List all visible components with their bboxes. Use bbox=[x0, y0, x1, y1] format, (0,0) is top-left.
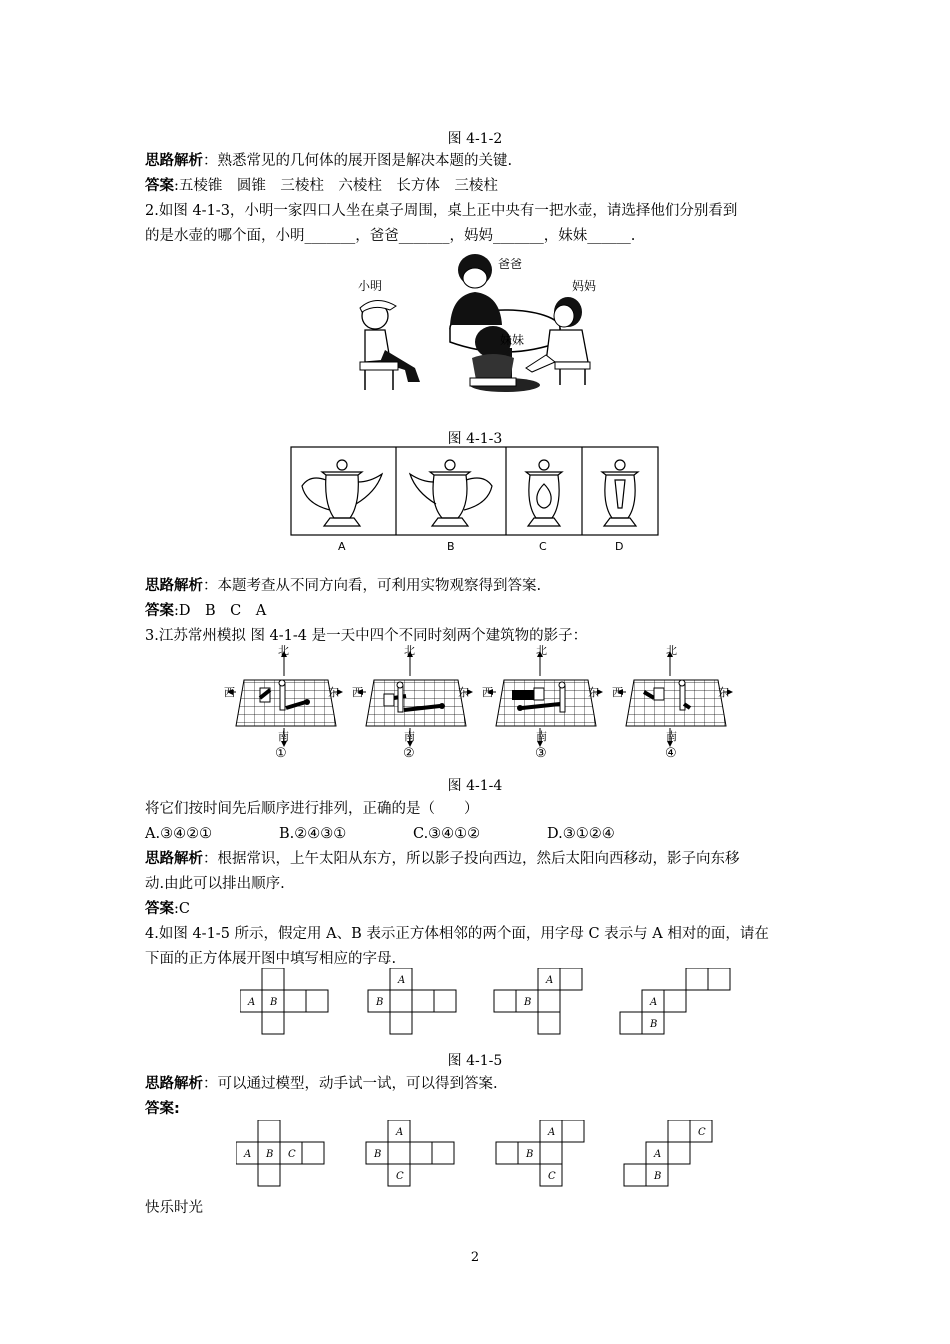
q4-answer bbox=[145, 1099, 180, 1119]
meimei-body bbox=[472, 354, 514, 380]
q2-question-line1: 2.如图 4-1-3，小明一家四口人坐在桌子周围，桌上正中央有一把水壶，请选择他们分别看到 bbox=[145, 203, 738, 219]
q2-question-line2: 的是水壶的哪个面，小明_______，爸爸_______，妈妈_______，妹妹______. bbox=[145, 228, 636, 244]
mama-stool bbox=[555, 362, 590, 369]
shadow-panels-svg bbox=[224, 642, 734, 764]
dir-west-2: 西 bbox=[352, 686, 363, 699]
dir-west-4: 西 bbox=[612, 686, 623, 699]
mama-body bbox=[546, 330, 588, 362]
label-xiaoming: 小明 bbox=[358, 279, 383, 293]
ans4-letter-b: B bbox=[654, 1171, 662, 1182]
ans3-letter-b: B bbox=[526, 1149, 534, 1160]
xiaoming-stool bbox=[360, 362, 398, 370]
figure-caption-4-1-4: 图 4-1-4 bbox=[447, 778, 503, 794]
q2-answer bbox=[145, 601, 266, 621]
teapot-label-d: D bbox=[615, 540, 624, 553]
section-title-happy-time: 快乐时光 bbox=[145, 1200, 203, 1216]
teapot-views-figure bbox=[290, 446, 660, 556]
panel-label-3: ③ bbox=[535, 746, 547, 761]
dir-west-3: 西 bbox=[482, 686, 493, 699]
figure-caption-4-1-3: 图 4-1-3 bbox=[447, 431, 503, 447]
meimei-stool bbox=[470, 378, 516, 386]
figure-caption-4-1-2: 图 4-1-2 bbox=[447, 131, 503, 147]
dir-north-3: 北 bbox=[536, 644, 547, 657]
analysis-text: ：可以通过模型，动手试一试，可以得到答案. bbox=[203, 1076, 498, 1092]
answer-colon: : bbox=[174, 1101, 180, 1117]
q3-answer bbox=[145, 899, 190, 919]
cube-nets-question bbox=[240, 968, 740, 1042]
net-q1-letter-a: A bbox=[248, 997, 256, 1008]
analysis-label: 思路解析 bbox=[145, 1076, 203, 1092]
q1-answer bbox=[145, 176, 498, 196]
family-table-illustration bbox=[350, 250, 610, 400]
dir-west-1: 西 bbox=[224, 686, 235, 699]
teapot-views-frame bbox=[291, 447, 658, 535]
ans4-letter-c: C bbox=[698, 1127, 706, 1138]
dir-south-3: 南 bbox=[536, 730, 547, 743]
dir-north-2: 北 bbox=[404, 644, 415, 657]
ans4-letter-a: A bbox=[654, 1149, 662, 1160]
net-q2-letter-b: B bbox=[376, 997, 384, 1008]
shadow-panel-2 bbox=[358, 652, 472, 746]
teapot-label-a: A bbox=[338, 540, 346, 553]
answer-text: :五棱锥 圆锥 三棱柱 六棱柱 长方体 三棱柱 bbox=[174, 178, 498, 194]
mama-face bbox=[554, 305, 574, 327]
ans1-letter-c: C bbox=[288, 1149, 296, 1160]
shadow-panels-figure bbox=[224, 642, 734, 764]
teapot-label-c: C bbox=[539, 540, 547, 553]
cube-nets-answer bbox=[236, 1120, 736, 1188]
dir-south-2: 南 bbox=[404, 730, 415, 743]
panel-label-2: ② bbox=[403, 746, 415, 761]
option-d: D.③①②④ bbox=[547, 826, 615, 842]
analysis-text: ：本题考查从不同方向看，可利用实物观察得到答案. bbox=[203, 578, 542, 594]
teapot-label-b: B bbox=[447, 540, 455, 553]
answer-label: 答案 bbox=[145, 1101, 174, 1117]
ans2-letter-c: C bbox=[396, 1171, 404, 1182]
ans2-letter-a: A bbox=[396, 1127, 404, 1138]
dir-east-4: 东 bbox=[718, 686, 729, 699]
answer-label: 答案 bbox=[145, 603, 174, 619]
q2-analysis bbox=[145, 576, 541, 596]
q4-question-line1: 4.如图 4-1-5 所示，假定用 A、B 表示正方体相邻的两个面，用字母 C 表示与 A 相对的面，请在 bbox=[145, 926, 769, 942]
analysis-label: 思路解析 bbox=[145, 578, 203, 594]
ans3-letter-c: C bbox=[548, 1171, 556, 1182]
analysis-label: 思路解析 bbox=[145, 153, 203, 169]
figure-caption-4-1-5: 图 4-1-5 bbox=[447, 1053, 503, 1069]
q1-analysis bbox=[145, 151, 512, 171]
page-number: 2 bbox=[470, 1250, 480, 1265]
analysis-text-line1: ：根据常识，上午太阳从东方，所以影子投向西边，然后太阳向西移动，影子向东移 bbox=[203, 851, 740, 867]
ans1-letter-a: A bbox=[244, 1149, 252, 1160]
ans1-letter-b: B bbox=[266, 1149, 274, 1160]
q3-analysis bbox=[145, 849, 740, 869]
dir-north-1: 北 bbox=[278, 644, 289, 657]
net-q3-letter-a: A bbox=[546, 975, 554, 986]
answer-label: 答案 bbox=[145, 901, 174, 917]
q3-analysis-line2: 动.由此可以排出顺序. bbox=[145, 876, 285, 892]
q3-question-line1: 3.江苏常州模拟 图 4-1-4 是一天中四个不同时刻两个建筑物的影子： bbox=[145, 628, 588, 644]
answer-label: 答案 bbox=[145, 178, 174, 194]
label-baba: 爸爸 bbox=[498, 257, 523, 271]
net-q3-letter-b: B bbox=[524, 997, 532, 1008]
label-meimei: 妹妹 bbox=[500, 333, 525, 347]
option-b: B.②④③① bbox=[279, 826, 347, 842]
dir-east-1: 东 bbox=[328, 686, 339, 699]
dad-body bbox=[450, 292, 502, 325]
label-mama: 妈妈 bbox=[572, 279, 597, 293]
dir-north-4: 北 bbox=[666, 644, 677, 657]
analysis-label: 思路解析 bbox=[145, 851, 203, 867]
answer-text: :D B C A bbox=[174, 603, 267, 619]
option-a: A.③④②① bbox=[145, 826, 213, 842]
q4-question-line2: 下面的正方体展开图中填写相应的字母. bbox=[145, 951, 397, 967]
panel-label-4: ④ bbox=[665, 746, 677, 761]
dir-south-4: 南 bbox=[666, 730, 677, 743]
cube-net-ans3 bbox=[496, 1120, 584, 1186]
answer-text: :C bbox=[174, 901, 190, 917]
net-q1-letter-b: B bbox=[270, 997, 278, 1008]
net-q4-letter-a: A bbox=[650, 997, 658, 1008]
dad-face bbox=[463, 268, 487, 288]
net-q4-letter-b: B bbox=[650, 1019, 658, 1030]
ans3-letter-a: A bbox=[548, 1127, 556, 1138]
q3-options bbox=[145, 824, 615, 844]
net-q2-letter-a: A bbox=[398, 975, 406, 986]
q4-analysis bbox=[145, 1074, 498, 1094]
cube-net-q4 bbox=[620, 968, 730, 1034]
analysis-text: ：熟悉常见的几何体的展开图是解决本题的关键. bbox=[203, 153, 513, 169]
ans2-letter-b: B bbox=[374, 1149, 382, 1160]
dir-east-3: 东 bbox=[588, 686, 599, 699]
panel-label-1: ① bbox=[275, 746, 287, 761]
dir-east-2: 东 bbox=[458, 686, 469, 699]
cube-net-q3 bbox=[494, 968, 582, 1034]
dir-south-1: 南 bbox=[278, 730, 289, 743]
option-c: C.③④①② bbox=[413, 826, 481, 842]
q3-prompt: 将它们按时间先后顺序进行排列，正确的是（ ） bbox=[145, 801, 479, 817]
